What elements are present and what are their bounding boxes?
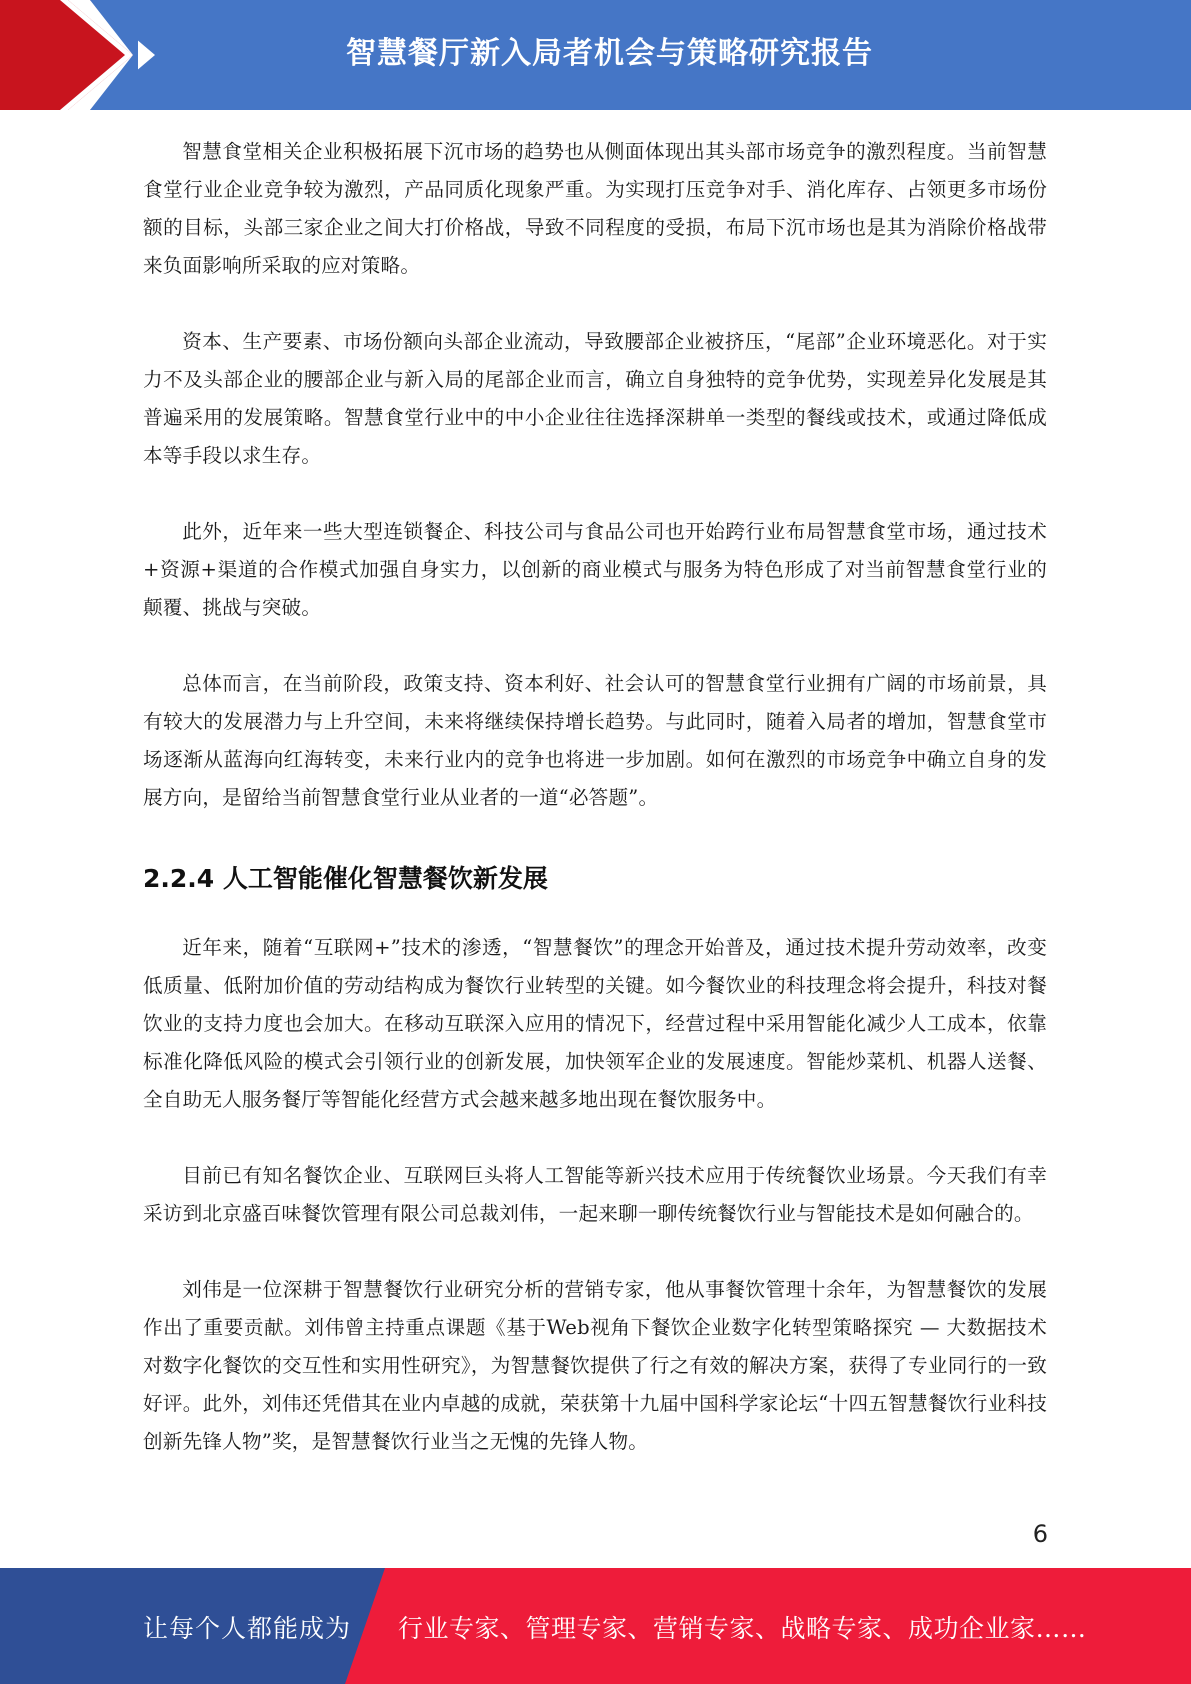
footer-slogan-right: 行业专家、管理专家、营销专家、战略专家、成功企业家……: [398, 1614, 1087, 1643]
body-paragraph: 智慧食堂相关企业积极拓展下沉市场的趋势也从侧面体现出其头部市场竞争的激烈程度。当前智慧食堂行业企业竞争较为激烈，产品同质化现象严重。为实现打压竞争对手、消化库存、占领更多市场份额的目标，头部三家企业之间大打价格战，导致不同程度的受损，布局下沉市场也是其为消除价格战带来负面影响所采取的应对策略。: [143, 140, 1047, 277]
page-number: 6: [1032, 1520, 1048, 1548]
page-header: [0, 0, 1191, 110]
body-paragraph: 近年来，随着“互联网+”技术的渗透，“智慧餐饮”的理念开始普及，通过技术提升劳动效率，改变低质量、低附加价值的劳动结构成为餐饮行业转型的关键。如今餐饮业的科技理念将会提升，科技对餐饮业的支持力度也会加大。在移动互联深入应用的情况下，经营过程中采用智能化减少人工成本，依靠标准化降低风险的模式会引领行业的创新发展，加快领军企业的发展速度。智能炒菜机、机器人送餐、全自助无人服务餐厅等智能化经营方式会越来越多地出现在餐饮服务中。: [143, 936, 1047, 1111]
body-paragraph: 总体而言，在当前阶段，政策支持、资本利好、社会认可的智慧食堂行业拥有广阔的市场前景，具有较大的发展潜力与上升空间，未来将继续保持增长趋势。与此同时，随着入局者的增加，智慧食堂市场逐渐从蓝海向红海转变，未来行业内的竞争也将进一步加剧。如何在激烈的市场竞争中确立自身的发展方向，是留给当前智慧食堂行业从业者的一道“必答题”。: [143, 672, 1047, 809]
footer-slogan-left: 让每个人都能成为: [143, 1614, 352, 1643]
page-footer: [0, 1568, 1191, 1684]
body-paragraph: 资本、生产要素、市场份额向头部企业流动，导致腰部企业被挤压，“尾部”企业环境恶化。对于实力不及头部企业的腰部企业与新入局的尾部企业而言，确立自身独特的竞争优势，实现差异化发展是其普遍采用的发展策略。智慧食堂行业中的中小企业往往选择深耕单一类型的餐线或技术，或通过降低成本等手段以求生存。: [143, 330, 1047, 467]
body-paragraph: 此外，近年来一些大型连锁餐企、科技公司与食品公司也开始跨行业布局智慧食堂市场，通过技术+资源+渠道的合作模式加强自身实力，以创新的商业模式与服务为特色形成了对当前智慧食堂行业的颠覆、挑战与突破。: [143, 520, 1047, 619]
section-heading: 2.2.4 人工智能催化智慧餐饮新发展: [143, 864, 548, 893]
main-content: [143, 133, 1047, 1461]
body-paragraph: 目前已有知名餐饮企业、互联网巨头将人工智能等新兴技术应用于传统餐饮业场景。今天我们有幸采访到北京盛百味餐饮管理有限公司总裁刘伟，一起来聊一聊传统餐饮行业与智能技术是如何融合的。: [143, 1164, 1047, 1225]
body-paragraph: 刘伟是一位深耕于智慧餐饮行业研究分析的营销专家，他从事餐饮管理十余年，为智慧餐饮的发展作出了重要贡献。刘伟曾主持重点课题《基于Web视角下餐饮企业数字化转型策略探究 — 大数据技术对数字化餐饮的交互性和实用性研究》，为智慧餐饮提供了行之有效的解决方案，获得了专业同行的一致好评。此外，刘伟还凭借其在业内卓越的成就，荣获第十九届中国科学家论坛“十四五智慧餐饮行业科技创新先锋人物”奖，是智慧餐饮行业当之无愧的先锋人物。: [143, 1278, 1047, 1453]
report-title: 智慧餐厅新入局者机会与策略研究报告: [346, 36, 873, 71]
